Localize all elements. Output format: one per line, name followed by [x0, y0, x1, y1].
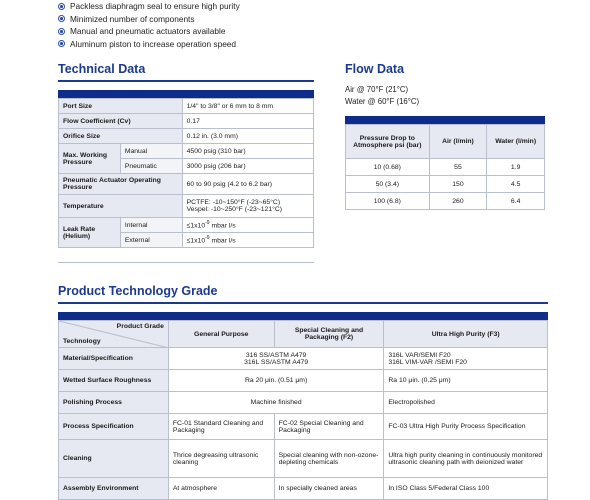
row-label: Port Size: [59, 99, 183, 114]
table-header-band: [345, 116, 545, 124]
row-label: Polishing Process: [59, 392, 169, 414]
row-label: Max. Working Pressure: [59, 144, 121, 174]
flow-condition-air: Air @ 70°F (21°C): [345, 85, 409, 94]
cell-pressure: 10 (0.68): [346, 159, 430, 176]
cell-process-uhp: FC-03 Ultra High Purity Process Specification: [384, 414, 548, 440]
row-label: Temperature: [59, 195, 183, 218]
cell-pressure: 100 (6.8): [346, 193, 430, 210]
sub-label: Pneumatic: [120, 159, 182, 174]
cell-air: 55: [429, 159, 487, 176]
product-grade-heading: Product Technology Grade: [58, 284, 218, 298]
flow-data-heading: Flow Data: [345, 62, 405, 76]
table-bottom-rule: [58, 262, 314, 263]
row-label: Leak Rate (Helium): [59, 218, 121, 248]
table-header-band: [58, 90, 314, 98]
cell-process-special: FC-02 Special Cleaning and Packaging: [274, 414, 384, 440]
flow-data-table: [345, 124, 545, 210]
cell-air: 150: [429, 176, 487, 193]
table-row: [346, 193, 545, 210]
heading-rule: [58, 80, 314, 82]
table-header-band: [58, 312, 548, 320]
cell-water: 1.9: [487, 159, 545, 176]
row-label: Orifice Size: [59, 129, 183, 144]
bullet-icon: [58, 40, 65, 47]
cell-air: 260: [429, 193, 487, 210]
cell-roughness-standard: Ra 20 μin. (0.51 μm): [168, 370, 384, 392]
feature-list: [58, 0, 240, 50]
row-label: Wetted Surface Roughness: [59, 370, 169, 392]
cell-material-uhp: 316L VAR/SEMI F20 316L VIM-VAR /SEMI F20: [384, 348, 548, 370]
cell-process-general: FC-01 Standard Cleaning and Packaging: [168, 414, 274, 440]
cell-material-standard: 316 SS/ASTM A479 316L SS/ASTM A479: [168, 348, 384, 370]
corner-label-grade: Product Grade: [116, 323, 164, 330]
cell-cleaning-uhp: Ultra high purity cleaning in continuously monitored ultrasonic cleaning path with deionized water: [384, 440, 548, 478]
table-row: [346, 159, 545, 176]
cell-assembly-special: In specially cleaned areas: [274, 478, 384, 500]
row-value: 60 to 90 psig (4.2 to 6.2 bar): [182, 174, 313, 195]
table-row: [59, 370, 548, 392]
row-value: 3000 psig (206 bar): [182, 159, 313, 174]
bullet-icon: [58, 3, 65, 10]
flow-condition-water: Water @ 60°F (16°C): [345, 97, 420, 106]
product-grade-table: [58, 320, 548, 500]
row-label: Material/Specification: [59, 348, 169, 370]
cell-polishing-standard: Machine finished: [168, 392, 384, 414]
column-header-general: General Purpose: [168, 321, 274, 348]
temp-pctfe: PCTFE: -10~150°F (-23~65°C): [186, 199, 281, 206]
sub-label: Manual: [120, 144, 182, 159]
cell-pressure: 50 (3.4): [346, 176, 430, 193]
sub-label: External: [120, 233, 182, 248]
bullet-icon: [58, 28, 65, 35]
column-header-uhp: Ultra High Purity (F3): [384, 321, 548, 348]
row-value: 1/4" to 3/8" or 6 mm to 8 mm: [182, 99, 313, 114]
cell-water: 6.4: [487, 193, 545, 210]
row-label: Cleaning: [59, 440, 169, 478]
table-row: [346, 176, 545, 193]
cell-water: 4.5: [487, 176, 545, 193]
sub-label: Internal: [120, 218, 182, 233]
technical-data-heading: Technical Data: [58, 62, 146, 76]
table-row: [59, 114, 314, 129]
cell-cleaning-general: Thrice degreasing ultrasonic cleaning: [168, 440, 274, 478]
column-header-special: Special Cleaning and Packaging (F2): [274, 321, 384, 348]
column-header: Pressure Drop to Atmosphere psi (bar): [346, 125, 430, 159]
table-row: [59, 414, 548, 440]
table-row: [59, 348, 548, 370]
table-header-row: [59, 321, 548, 348]
bullet-icon: [58, 15, 65, 22]
feature-item: Packless diaphragm seal to ensure high purity: [58, 0, 240, 13]
table-row: [59, 392, 548, 414]
row-label: Assembly Environment: [59, 478, 169, 500]
row-value: $\le 1x10^{-9}$ mbar l/s: [182, 233, 313, 248]
corner-header: [59, 321, 169, 348]
table-row: [59, 99, 314, 114]
table-header-row: [346, 125, 545, 159]
row-label: Pneumatic Actuator Operating Pressure: [59, 174, 183, 195]
table-row: [59, 440, 548, 478]
row-value: 0.12 in. (3.0 mm): [182, 129, 313, 144]
row-label: Flow Coefficient (Cv): [59, 114, 183, 129]
row-value: [182, 195, 313, 218]
feature-item: Minimized number of components: [58, 13, 240, 26]
table-row: [59, 218, 314, 233]
table-row: [59, 129, 314, 144]
feature-item: Manual and pneumatic actuators available: [58, 25, 240, 38]
temp-vespel: Vespel: -10~250°F (-23~121°C): [186, 206, 283, 213]
cell-roughness-uhp: Ra 10 μin. (0.25 μm): [384, 370, 548, 392]
cell-polishing-uhp: Electropolished: [384, 392, 548, 414]
column-header: Air (l/min): [429, 125, 487, 159]
technical-data-table: [58, 98, 314, 248]
table-row: [59, 174, 314, 195]
cell-assembly-general: At atmosphere: [168, 478, 274, 500]
column-header: Water (l/min): [487, 125, 545, 159]
feature-item: Aluminum piston to increase operation speed: [58, 38, 240, 51]
cell-assembly-uhp: In ISO Class 5/Federal Class 100: [384, 478, 548, 500]
row-value: 0.17: [182, 114, 313, 129]
heading-rule: [58, 302, 548, 304]
row-value: 4500 psig (310 bar): [182, 144, 313, 159]
table-row: [59, 195, 314, 218]
row-label: Process Specification: [59, 414, 169, 440]
table-row: [59, 478, 548, 500]
corner-label-technology: Technology: [63, 338, 101, 345]
cell-cleaning-special: Special cleaning with non-ozone-depleting chemicals: [274, 440, 384, 478]
row-value: $\le 1x10^{-9}$ mbar l/s: [182, 218, 313, 233]
table-row: [59, 144, 314, 159]
